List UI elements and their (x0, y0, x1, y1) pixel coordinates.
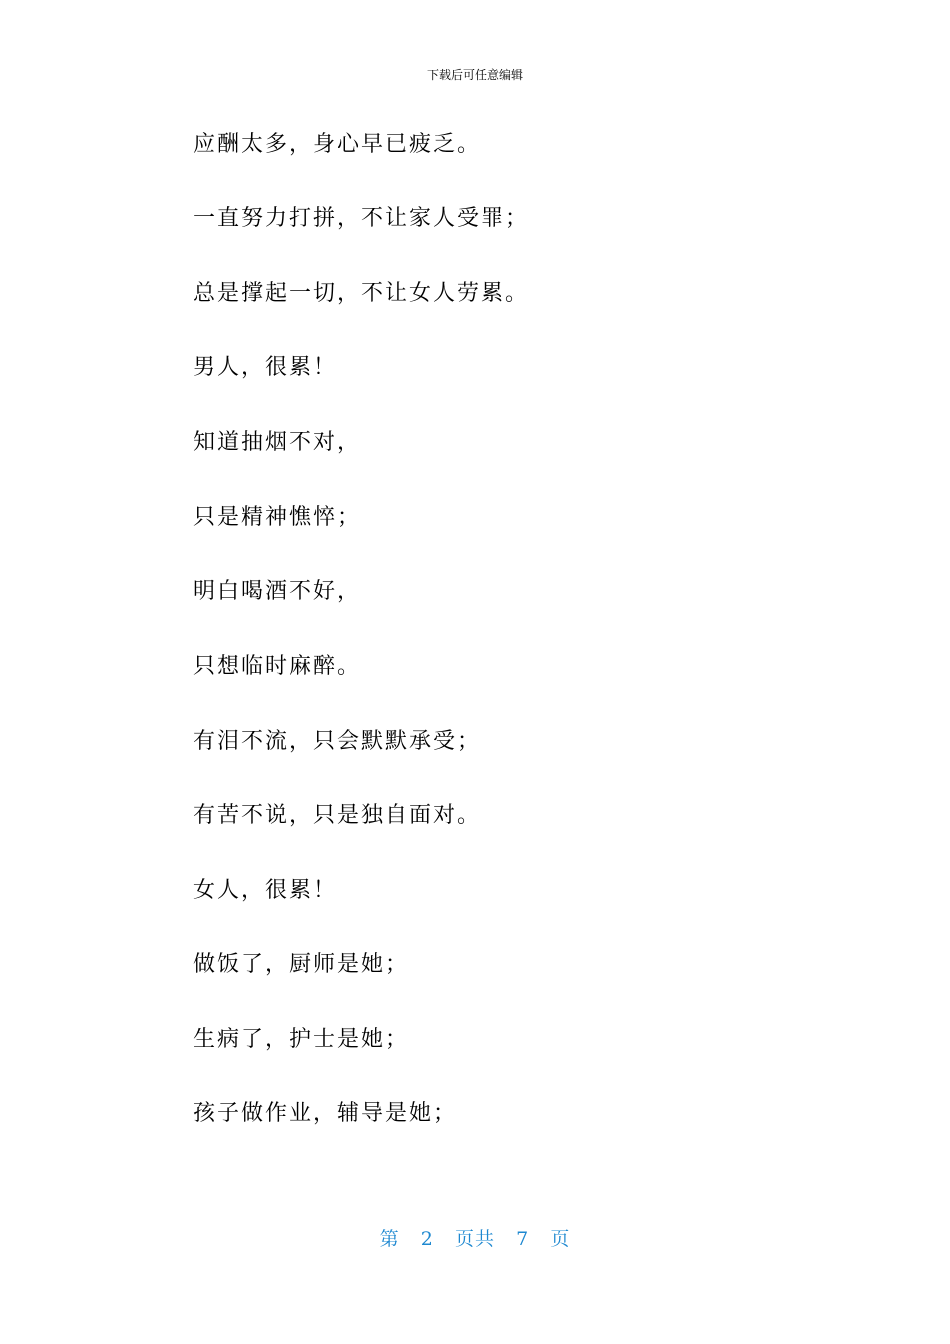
text-line: 一直努力打拼，不让家人受罪； (193, 206, 530, 231)
total-pages-number: 7 (516, 1228, 530, 1250)
text-line: 总是撑起一切，不让女人劳累。 (193, 281, 530, 306)
text-line: 只想临时麻醉。 (193, 654, 362, 679)
footer-prefix: 第 (379, 1228, 400, 1250)
text-line: 知道抽烟不对， (193, 430, 362, 455)
text-line: 应酬太多，身心早已疲乏。 (193, 132, 482, 157)
text-line: 女人，很累！ (193, 878, 338, 903)
text-line: 男人，很累！ (193, 355, 338, 380)
text-line: 孩子做作业，辅导是她； (193, 1101, 458, 1126)
footer-middle: 页共 (454, 1228, 495, 1250)
footer-suffix: 页 (550, 1228, 571, 1250)
text-line: 生病了，护士是她； (193, 1027, 410, 1052)
current-page-number: 2 (420, 1228, 434, 1250)
text-line: 做饭了，厨师是她； (193, 952, 410, 977)
text-line: 有泪不流，只会默默承受； (193, 729, 482, 754)
text-line: 只是精神憔悴； (193, 505, 362, 530)
text-line: 明白喝酒不好， (193, 579, 362, 604)
page-footer (0, 1226, 950, 1252)
text-line: 有苦不说，只是独自面对。 (193, 803, 482, 828)
page-header: 下载后可任意编辑 (426, 68, 523, 82)
